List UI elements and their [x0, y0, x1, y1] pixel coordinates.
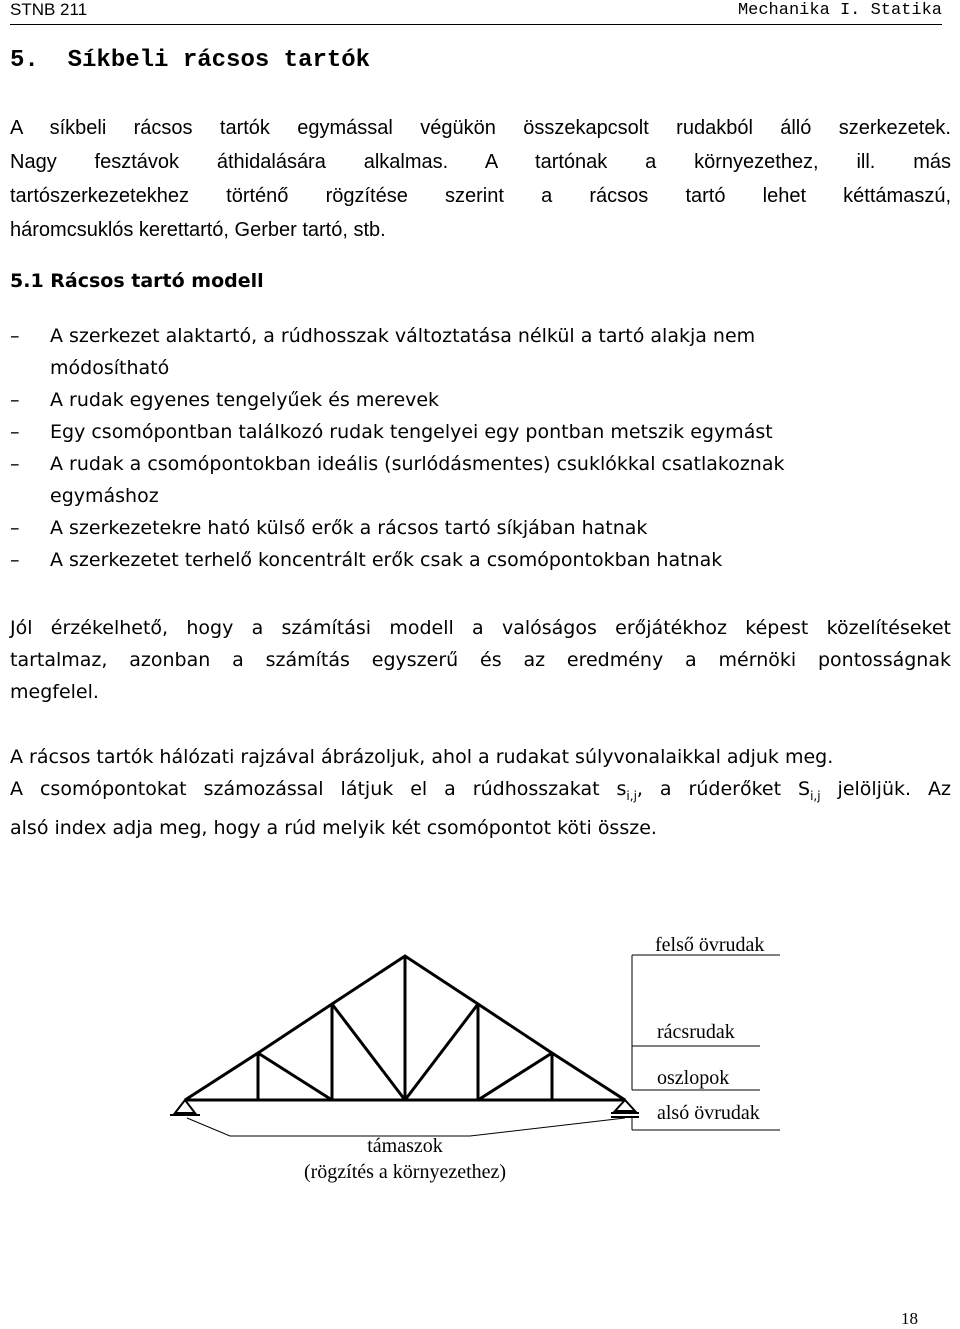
page-header [10, 0, 942, 25]
list-item-text: A szerkezetet terhelő koncentrált erők csak a csomópontokban hatnak [50, 549, 723, 571]
list-item [10, 544, 910, 576]
header-subject: Mechanika I. Statika [737, 1, 942, 20]
list-item-text: A rudak a csomópontokban ideális (surlódásmentes) csuklókkal csatlakoznak [50, 453, 785, 475]
page-number: 18 [901, 1309, 918, 1328]
label-verticals: oszlopok [657, 1067, 730, 1089]
list-item [10, 416, 910, 448]
subsection-title: 5.1 Rácsos tartó modell [10, 270, 264, 292]
dash-bullet: – [10, 517, 20, 539]
notation-text: A csomópontokat számozással látjuk el a rúdhosszakat s [10, 778, 627, 800]
list-item [10, 512, 910, 544]
list-item [10, 320, 910, 384]
dash-bullet: – [10, 325, 20, 347]
list-item-text: módosítható [50, 357, 170, 379]
list-item [10, 448, 910, 512]
paragraph-line: A rácsos tartók hálózati rajzával ábrázoljuk, ahol a rudakat súlyvonalaikkal adjuk meg. [10, 746, 834, 768]
diagonal-member [405, 1004, 478, 1100]
dash-bullet: – [10, 421, 20, 443]
list-item-text: Egy csomópontban találkozó rudak tengelyei egy pontban metszik egymást [50, 421, 773, 443]
list-item-text: egymáshoz [50, 485, 159, 507]
label-supports-note: (rögzítés a környezethez) [303, 1161, 507, 1183]
notation-text: , a rúderőket S [636, 778, 811, 800]
subscript-ij: i,j [810, 788, 821, 803]
model-assumptions-list [10, 320, 910, 576]
label-diagonals: rácsrudak [657, 1021, 735, 1043]
dash-bullet: – [10, 389, 20, 411]
paragraph-line: tartalmaz, azonban a számítás egyszerű és az eredmény a mérnöki pontosságnak [10, 649, 951, 671]
pin-support-left [170, 1100, 200, 1115]
intro-line: háromcsuklós kerettartó, Gerber tartó, stb. [10, 219, 386, 241]
intro-paragraph [10, 111, 951, 247]
roller-support-right [611, 1100, 639, 1117]
paragraph-line [10, 773, 951, 812]
paragraph-line: alsó index adja meg, hogy a rúd melyik két csomópontot köti össze. [10, 816, 657, 839]
section-title [10, 47, 370, 74]
list-item [10, 384, 910, 416]
intro-line: A síkbeli rácsos tartók egymással végükön összekapcsolt rudakból álló szerkezetek. [10, 117, 951, 139]
intro-line: tartószerkezetekhez történő rögzítése szerint a rácsos tartó lehet kéttámaszú, [10, 185, 951, 207]
subscript-ij: i,j [626, 788, 637, 803]
label-supports: támaszok [367, 1135, 443, 1157]
dash-bullet: – [10, 453, 20, 475]
diagonal-member [478, 1053, 552, 1100]
truss-diagram [170, 920, 810, 1190]
truss-members [185, 956, 625, 1100]
label-top-chord: felső övrudak [655, 934, 765, 956]
diagonal-member [332, 1004, 405, 1100]
diagonal-member [258, 1053, 332, 1100]
dash-bullet: – [10, 549, 20, 571]
intro-line: Nagy fesztávok áthidalására alkalmas. A tartónak a környezethez, ill. más [10, 151, 951, 173]
section-title-text: Síkbeli rácsos tartók [67, 47, 371, 74]
list-item-text: A szerkezetekre ható külső erők a rácsos tartó síkjában hatnak [50, 517, 648, 539]
list-item-text: A szerkezet alaktartó, a rúdhosszak változtatása nélkül a tartó alakja nem [50, 325, 756, 347]
paragraph-line: megfelel. [10, 681, 99, 703]
section-number: 5. [10, 47, 39, 74]
approximation-paragraph [10, 612, 951, 708]
notation-paragraph [10, 741, 951, 844]
header-course-code: STNB 211 [10, 0, 88, 19]
list-item-text: A rudak egyenes tengelyűek és merevek [50, 389, 440, 411]
label-bottom-chord: alsó övrudak [657, 1102, 760, 1124]
notation-text: jelöljük. Az [820, 778, 951, 800]
paragraph-line: Jól érzékelhető, hogy a számítási modell a valóságos erőjátékhoz képest közelítéseket [10, 617, 951, 639]
